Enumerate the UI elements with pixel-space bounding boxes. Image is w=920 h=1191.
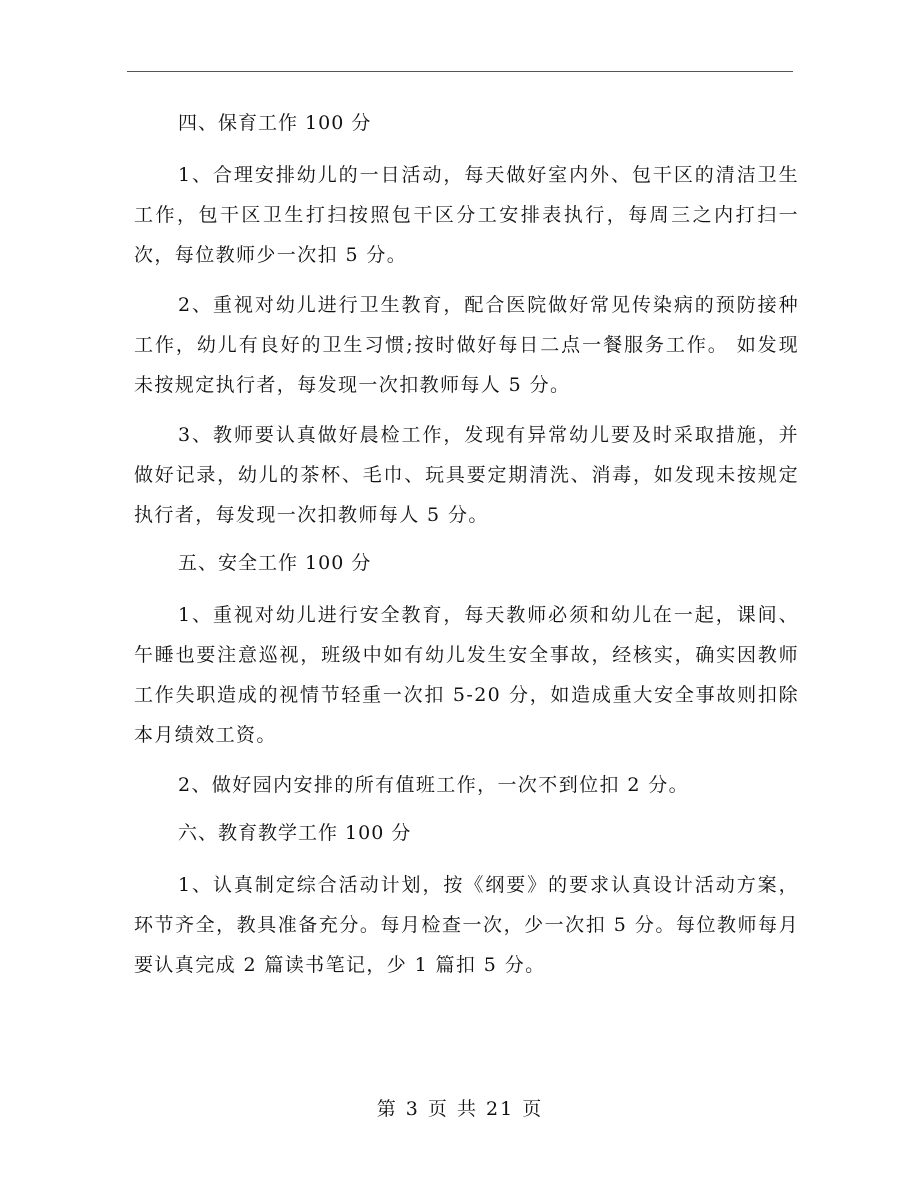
section-heading: 四、保育工作 100 分 [178,112,372,134]
document-body [134,105,799,995]
section-safety [134,545,799,805]
section-teaching [134,815,799,985]
paragraph: 1、重视对幼儿进行安全教育，每天教师必须和幼儿在一起，课间、午睡也要注意巡视，班级中如有幼儿发生安全事故，经核实，确实因教师工作失职造成的视情节轻重一次扣 5-20 分，如造成重大安全事故则扣除本月绩效工资。 [134,604,799,746]
paragraph: 1、合理安排幼儿的一日活动，每天做好室内外、包干区的清洁卫生工作，包干区卫生打扫按照包干区分工安排表执行，每周三之内打扫一次，每位教师少一次扣 5 分。 [134,164,799,266]
page-number: 第 3 页 共 21 页 [376,1098,544,1120]
paragraph: 2、做好园内安排的所有值班工作，一次不到位扣 2 分。 [178,774,690,796]
section-childcare [134,105,799,535]
section-heading: 五、安全工作 100 分 [178,552,372,574]
paragraph: 2、重视对幼儿进行卫生教育，配合医院做好常见传染病的预防接种工作，幼儿有良好的卫生习惯;按时做好每日二点一餐服务工作。 如发现未按规定执行者，每发现一次扣教师每人 5 分。 [134,294,799,396]
paragraph: 1、认真制定综合活动计划，按《纲要》的要求认真设计活动方案，环节齐全，教具准备充分。每月检查一次，少一次扣 5 分。每位教师每月要认真完成 2 篇读书笔记，少 1 篇扣 5 分。 [134,874,799,976]
header-rule [127,71,793,72]
section-heading: 六、教育教学工作 100 分 [178,822,412,844]
paragraph: 3、教师要认真做好晨检工作，发现有异常幼儿要及时采取措施，并做好记录，幼儿的茶杯、毛巾、玩具要定期清洗、消毒，如发现未按规定执行者，每发现一次扣教师每人 5 分。 [134,424,799,526]
